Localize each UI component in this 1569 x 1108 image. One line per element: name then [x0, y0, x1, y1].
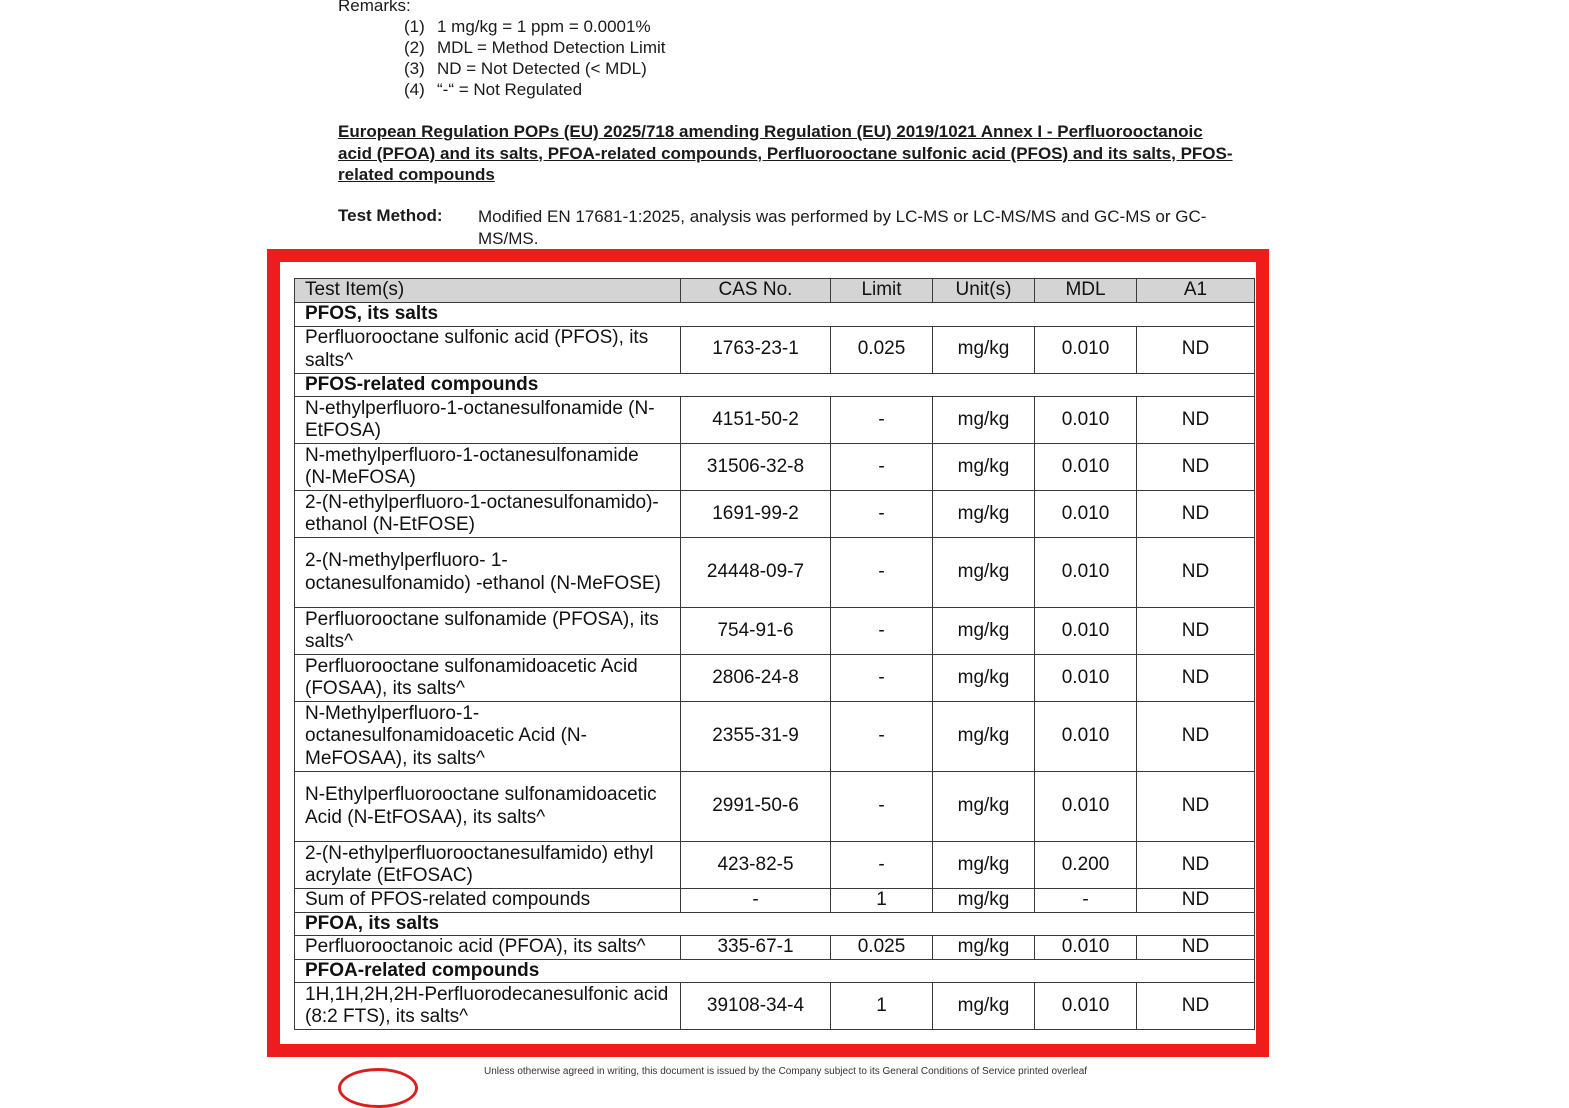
remark-number: (3)	[404, 59, 425, 78]
remark-text: MDL = Method Detection Limit	[437, 38, 666, 57]
results-body	[295, 303, 1255, 1030]
cell-unit: mg/kg	[933, 655, 1035, 702]
cell-mdl: 0.010	[1035, 538, 1137, 608]
cell-unit: mg/kg	[933, 772, 1035, 842]
remark-text: ND = Not Detected (< MDL)	[437, 59, 647, 78]
section-row	[295, 303, 1255, 327]
cell-unit: mg/kg	[933, 842, 1035, 889]
cell-cas-number: 1691-99-2	[681, 491, 831, 538]
table-row	[295, 983, 1255, 1030]
cell-limit: -	[831, 538, 933, 608]
cell-limit: 1	[831, 983, 933, 1030]
cell-unit: mg/kg	[933, 702, 1035, 772]
cell-unit: mg/kg	[933, 491, 1035, 538]
table-row	[295, 326, 1255, 373]
cell-cas-number: 2991-50-6	[681, 772, 831, 842]
table-header-row	[295, 279, 1255, 303]
cell-test-item: 1H,1H,2H,2H-Perfluorodecanesulfonic acid (8:2 FTS), its salts^	[295, 983, 681, 1030]
cell-limit: -	[831, 491, 933, 538]
table-row	[295, 444, 1255, 491]
cell-unit: mg/kg	[933, 983, 1035, 1030]
cell-cas-number: 1763-23-1	[681, 326, 831, 373]
column-header-a1: A1	[1137, 279, 1255, 303]
cell-mdl: 0.010	[1035, 608, 1137, 655]
remark-item	[404, 80, 582, 100]
cell-test-item: 2-(N-ethylperfluorooctanesulfamido) ethyl acrylate (EtFOSAC)	[295, 842, 681, 889]
section-heading: PFOS, its salts	[295, 303, 1255, 327]
cell-unit: mg/kg	[933, 397, 1035, 444]
cell-mdl: 0.010	[1035, 491, 1137, 538]
cell-unit: mg/kg	[933, 936, 1035, 960]
section-heading: PFOS-related compounds	[295, 373, 1255, 397]
cell-cas-number: 754-91-6	[681, 608, 831, 655]
cell-test-item: 2-(N-ethylperfluoro-1-octanesulfonamido)-ethanol (N-EtFOSE)	[295, 491, 681, 538]
remark-item	[404, 59, 647, 79]
cell-test-item: Perfluorooctane sulfonic acid (PFOS), its salts^	[295, 326, 681, 373]
cell-test-item: Perfluorooctane sulfonamidoacetic Acid (FOSAA), its salts^	[295, 655, 681, 702]
cell-a1-result: ND	[1137, 983, 1255, 1030]
cell-test-item: N-methylperfluoro-1-octanesulfonamide (N-MeFOSA)	[295, 444, 681, 491]
test-method-label: Test Method:	[338, 206, 443, 225]
cell-mdl: 0.200	[1035, 842, 1137, 889]
cell-mdl: -	[1035, 889, 1137, 913]
remark-item	[404, 38, 666, 58]
regulation-title: European Regulation POPs (EU) 2025/718 amending Regulation (EU) 2019/1021 Annex I - Perfluorooctanoic acid (PFOA) and its salts, PFOA-related compounds, Perfluorooctane sulfonic acid (PFOS) and its salts, PFOS-related compounds	[338, 122, 1233, 184]
cell-a1-result: ND	[1137, 326, 1255, 373]
cell-cas-number: 31506-32-8	[681, 444, 831, 491]
cell-cas-number: 24448-09-7	[681, 538, 831, 608]
cell-mdl: 0.010	[1035, 655, 1137, 702]
column-header-cas: CAS No.	[681, 279, 831, 303]
cell-limit: -	[831, 397, 933, 444]
cell-cas-number: -	[681, 889, 831, 913]
remark-text: “-“ = Not Regulated	[437, 80, 583, 99]
table-row	[295, 772, 1255, 842]
cell-mdl: 0.010	[1035, 326, 1137, 373]
cell-test-item: Perfluorooctane sulfonamide (PFOSA), its salts^	[295, 608, 681, 655]
cell-test-item: 2-(N-methylperfluoro- 1-octanesulfonamido) -ethanol (N-MeFOSE)	[295, 538, 681, 608]
table-row	[295, 538, 1255, 608]
cell-a1-result: ND	[1137, 608, 1255, 655]
cell-limit: -	[831, 444, 933, 491]
cell-limit: 0.025	[831, 326, 933, 373]
remarks-title: Remarks:	[338, 0, 411, 15]
cell-test-item: N-ethylperfluoro-1-octanesulfonamide (N-EtFOSA)	[295, 397, 681, 444]
cell-unit: mg/kg	[933, 889, 1035, 913]
cell-a1-result: ND	[1137, 491, 1255, 538]
cell-a1-result: ND	[1137, 936, 1255, 960]
cell-test-item: Perfluorooctanoic acid (PFOA), its salts^	[295, 936, 681, 960]
cell-limit: -	[831, 702, 933, 772]
cell-test-item: N-Methylperfluoro-1-octanesulfonamidoacetic Acid (N-MeFOSAA), its salts^	[295, 702, 681, 772]
table-row	[295, 608, 1255, 655]
cell-a1-result: ND	[1137, 772, 1255, 842]
cell-test-item: N-Ethylperfluorooctane sulfonamidoacetic Acid (N-EtFOSAA), its salts^	[295, 772, 681, 842]
remark-number: (2)	[404, 38, 425, 57]
table-row	[295, 702, 1255, 772]
section-heading: PFOA-related compounds	[295, 959, 1255, 983]
cell-test-item: Sum of PFOS-related compounds	[295, 889, 681, 913]
cell-limit: -	[831, 772, 933, 842]
cell-a1-result: ND	[1137, 538, 1255, 608]
cell-a1-result: ND	[1137, 889, 1255, 913]
table-row	[295, 655, 1255, 702]
remark-number: (4)	[404, 80, 425, 99]
cell-mdl: 0.010	[1035, 936, 1137, 960]
cell-a1-result: ND	[1137, 655, 1255, 702]
cell-cas-number: 2806-24-8	[681, 655, 831, 702]
table-row	[295, 889, 1255, 913]
cell-unit: mg/kg	[933, 608, 1035, 655]
cell-a1-result: ND	[1137, 397, 1255, 444]
table-row	[295, 491, 1255, 538]
column-header-mdl: MDL	[1035, 279, 1137, 303]
cell-limit: 0.025	[831, 936, 933, 960]
cell-a1-result: ND	[1137, 444, 1255, 491]
company-logo	[338, 1068, 418, 1108]
cell-limit: -	[831, 608, 933, 655]
cell-cas-number: 39108-34-4	[681, 983, 831, 1030]
cell-limit: 1	[831, 889, 933, 913]
footer-disclaimer: Unless otherwise agreed in writing, this document is issued by the Company subject to its General Conditions of Service printed overleaf	[484, 1066, 1088, 1077]
cell-limit: -	[831, 655, 933, 702]
cell-unit: mg/kg	[933, 538, 1035, 608]
cell-mdl: 0.010	[1035, 397, 1137, 444]
cell-cas-number: 4151-50-2	[681, 397, 831, 444]
cell-mdl: 0.010	[1035, 444, 1137, 491]
section-heading: PFOA, its salts	[295, 912, 1255, 936]
results-table	[294, 278, 1255, 1030]
cell-mdl: 0.010	[1035, 702, 1137, 772]
table-row	[295, 842, 1255, 889]
remark-item	[404, 17, 651, 37]
cell-limit: -	[831, 842, 933, 889]
cell-mdl: 0.010	[1035, 983, 1137, 1030]
section-row	[295, 373, 1255, 397]
remark-text: 1 mg/kg = 1 ppm = 0.0001%	[437, 17, 651, 36]
remark-number: (1)	[404, 17, 425, 36]
cell-mdl: 0.010	[1035, 772, 1137, 842]
section-row	[295, 912, 1255, 936]
cell-cas-number: 2355-31-9	[681, 702, 831, 772]
table-row	[295, 397, 1255, 444]
cell-a1-result: ND	[1137, 842, 1255, 889]
section-row	[295, 959, 1255, 983]
cell-a1-result: ND	[1137, 702, 1255, 772]
cell-unit: mg/kg	[933, 326, 1035, 373]
table-row	[295, 936, 1255, 960]
cell-unit: mg/kg	[933, 444, 1035, 491]
cell-cas-number: 423-82-5	[681, 842, 831, 889]
column-header-unit: Unit(s)	[933, 279, 1035, 303]
test-method-text: Modified EN 17681-1:2025, analysis was performed by LC-MS or LC-MS/MS and GC-MS or GC-MS/MS.	[478, 207, 1207, 248]
cell-cas-number: 335-67-1	[681, 936, 831, 960]
column-header-test-item: Test Item(s)	[295, 279, 681, 303]
column-header-limit: Limit	[831, 279, 933, 303]
